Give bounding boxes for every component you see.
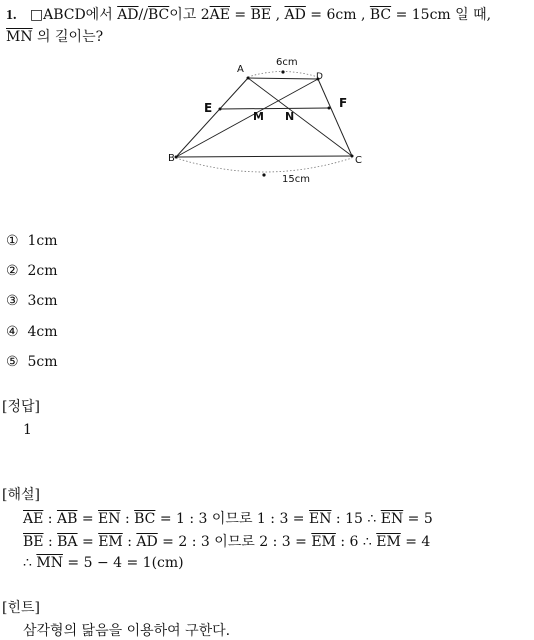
eq-2: =: [77, 534, 99, 550]
choice-4-mark: ④: [6, 324, 19, 340]
side-dc: [318, 79, 352, 156]
answer-header: [정답]: [2, 399, 40, 415]
point-a: [247, 77, 250, 80]
side-bc: [176, 156, 352, 157]
question-line-1: [6, 4, 491, 24]
seg-be-sol: $\overline{BE}$: [23, 534, 44, 550]
choice-2-text: 2cm: [27, 263, 58, 279]
segment-ef: [220, 108, 329, 109]
side-ab: [176, 78, 248, 157]
seg-ae: $\overline{AE}$: [23, 511, 44, 527]
colon: :: [43, 511, 57, 527]
colon-4: :: [122, 534, 137, 550]
question-number: 1.: [6, 8, 17, 23]
top-midmark: [281, 70, 284, 73]
label-top-length: 6cm: [276, 57, 298, 68]
colon-2: :: [120, 511, 135, 527]
label-d: D: [316, 72, 323, 82]
choice-5-text: 5cm: [27, 354, 58, 370]
label-m: M: [253, 110, 264, 123]
choice-3-text: 3cm: [27, 293, 58, 309]
end-text: = 5: [403, 511, 433, 527]
equals-sign: =: [229, 7, 251, 23]
label-b: B: [168, 153, 175, 164]
segment-bc: $\overline{BC}$: [147, 7, 170, 23]
bc-value: = 15cm 일 때,: [391, 7, 492, 23]
colon-3: :: [43, 534, 58, 550]
seg-mn-sol: $\overline{MN}$: [36, 555, 63, 571]
label-c: C: [355, 155, 362, 166]
choice-1-text: 1cm: [27, 233, 58, 249]
choice-5-mark: ⑤: [6, 354, 19, 370]
seg-en-2: $\overline{EN}$: [309, 511, 332, 527]
question-prefix: □ABCD에서: [29, 7, 118, 23]
final-result: = 5 − 4 = 1(cm): [62, 555, 184, 571]
comma-sep: ,: [271, 7, 285, 23]
tail-text: : 15 ∴: [331, 511, 381, 527]
segment-bc-2: $\overline{BC}$: [369, 7, 392, 23]
tail-text-2: : 6 ∴: [335, 534, 377, 550]
choice-3-mark: ③: [6, 293, 19, 309]
seg-ab: $\overline{AB}$: [56, 511, 78, 527]
choice-2[interactable]: [6, 263, 58, 279]
segment-be: $\overline{BE}$: [250, 7, 272, 23]
segment-ad: $\overline{AD}$: [117, 7, 139, 23]
explanation-header: [해설]: [2, 487, 40, 503]
choice-3[interactable]: [6, 293, 58, 309]
choice-4-text: 4cm: [27, 324, 58, 340]
label-e: E: [204, 101, 213, 115]
segment-mn: $\overline{MN}$: [6, 29, 33, 45]
eq: =: [77, 511, 99, 527]
hint-text: 삼각형의 닮음을 이용하여 구한다.: [23, 623, 231, 639]
diagonal-bd: [176, 79, 318, 157]
ratio-text: = 1 : 3 이므로 1 : 3 =: [155, 511, 309, 527]
trapezoid-svg: [164, 58, 374, 188]
answer-value: 1: [23, 422, 32, 438]
explanation-line-1: [23, 508, 433, 528]
bottom-arc: [176, 158, 352, 172]
choice-1[interactable]: [6, 233, 58, 249]
seg-ba: $\overline{BA}$: [57, 534, 78, 550]
trapezoid-figure: [164, 58, 374, 188]
point-c: [351, 155, 354, 158]
seg-bc-sol: $\overline{BC}$: [134, 511, 156, 527]
seg-ad-sol: $\overline{AD}$: [136, 534, 158, 550]
therefore-sign: ∴: [23, 555, 37, 571]
seg-en: $\overline{EN}$: [98, 511, 121, 527]
choice-4[interactable]: [6, 324, 58, 340]
segment-ad-2: $\overline{AD}$: [284, 7, 306, 23]
seg-en-3: $\overline{EN}$: [380, 511, 404, 527]
point-f: [328, 107, 331, 110]
question-line-2: [6, 26, 103, 46]
seg-em-2: $\overline{EM}$: [311, 534, 336, 550]
choice-5[interactable]: [6, 354, 58, 370]
question-suffix: 의 길이는?: [32, 29, 104, 45]
choice-2-mark: ②: [6, 263, 19, 279]
end-text-2: = 4: [400, 534, 431, 550]
explanation-line-2: [23, 531, 430, 551]
label-n: N: [285, 110, 295, 123]
side-ad: [248, 78, 318, 79]
ratio-text-2: = 2 : 3 이므로 2 : 3 =: [157, 534, 312, 550]
parallel-sign: //: [138, 7, 148, 23]
choice-1-mark: ①: [6, 233, 19, 249]
seg-em-3: $\overline{EM}$: [376, 534, 401, 550]
label-bottom-length: 15cm: [282, 174, 310, 185]
label-f: F: [339, 96, 348, 110]
hint-header: [힌트]: [2, 600, 40, 616]
explanation-line-3: [23, 555, 184, 571]
question-mid: 이고 2: [169, 7, 210, 23]
point-e: [219, 108, 222, 111]
label-a: A: [237, 64, 244, 75]
bottom-midmark: [262, 173, 265, 176]
ad-value: = 6cm ,: [305, 7, 370, 23]
seg-em: $\overline{EM}$: [98, 534, 123, 550]
segment-ae: $\overline{AE}$: [209, 7, 230, 23]
